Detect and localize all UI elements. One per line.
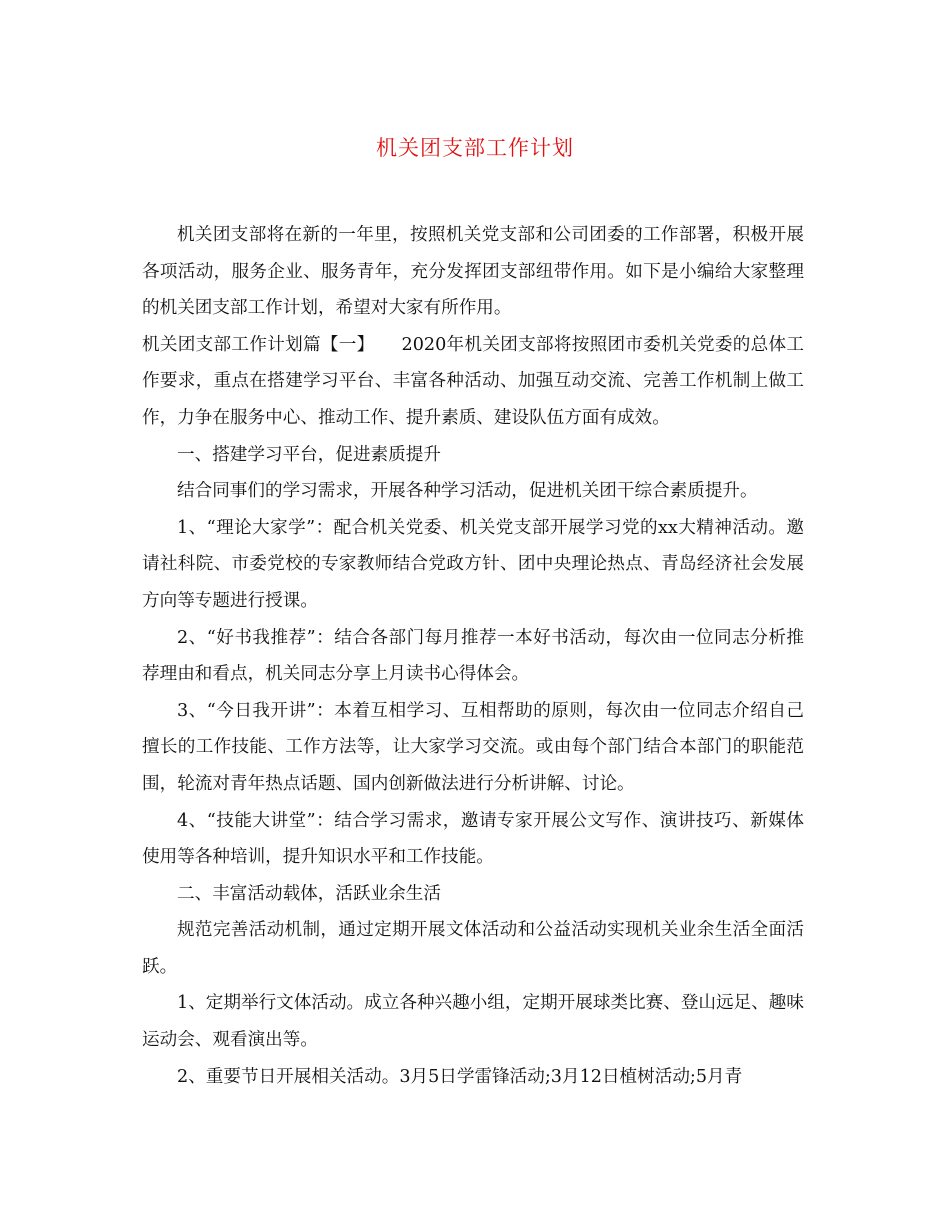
paragraph: 2、重要节日开展相关活动。3月5日学雷锋活动;3月12日植树活动;5月青 — [177, 1066, 743, 1087]
paragraph: 3、“今日我开讲”：本着互相学习、互相帮助的原则，每次由一位同志介绍自己擅长的工作技能、工作方法等，让大家学习交流。或由每个部门结合本部门的职能范围，轮流对青年热点话题、国内创新做法进行分析讲解、讨论。 — [142, 700, 804, 794]
document-body — [142, 217, 804, 1095]
paragraph: 二、丰富活动载体，活跃业余生活 — [177, 883, 441, 904]
paragraph: 4、“技能大讲堂”：结合学习需求，邀请专家开展公文写作、演讲技巧、新媒体使用等各种培训，提升知识水平和工作技能。 — [142, 810, 804, 868]
paragraph: 机关团支部工作计划篇【一】 2020年机关团支部将按照团市委机关党委的总体工作要求，重点在搭建学习平台、丰富各种活动、加强互动交流、完善工作机制上做工作，力争在服务中心、推动工作、提升素质、建设队伍方面有成效。 — [142, 334, 804, 428]
document-title: 机关团支部工作计划 — [376, 136, 574, 160]
paragraph: 结合同事们的学习需求，开展各种学习活动，促进机关团干综合素质提升。 — [177, 481, 758, 502]
paragraph: 一、搭建学习平台，促进素质提升 — [177, 444, 441, 465]
paragraph: 2、“好书我推荐”：结合各部门每月推荐一本好书活动，每次由一位同志分析推荐理由和看点，机关同志分享上月读书心得体会。 — [142, 627, 804, 685]
paragraph: 1、“理论大家学”：配合机关党委、机关党支部开展学习党的xx大精神活动。邀请社科院、市委党校的专家教师结合党政方针、团中央理论热点、青岛经济社会发展方向等专题进行授课。 — [142, 517, 804, 611]
paragraph: 1、定期举行文体活动。成立各种兴趣小组，定期开展球类比赛、登山远足、趣味运动会、观看演出等。 — [142, 993, 804, 1051]
paragraph: 机关团支部将在新的一年里，按照机关党支部和公司团委的工作部署，积极开展各项活动，服务企业、服务青年，充分发挥团支部纽带作用。如下是小编给大家整理的机关团支部工作计划，希望对大家有所作用。 — [142, 225, 804, 319]
paragraph: 规范完善活动机制，通过定期开展文体活动和公益活动实现机关业余生活全面活跃。 — [142, 920, 804, 977]
